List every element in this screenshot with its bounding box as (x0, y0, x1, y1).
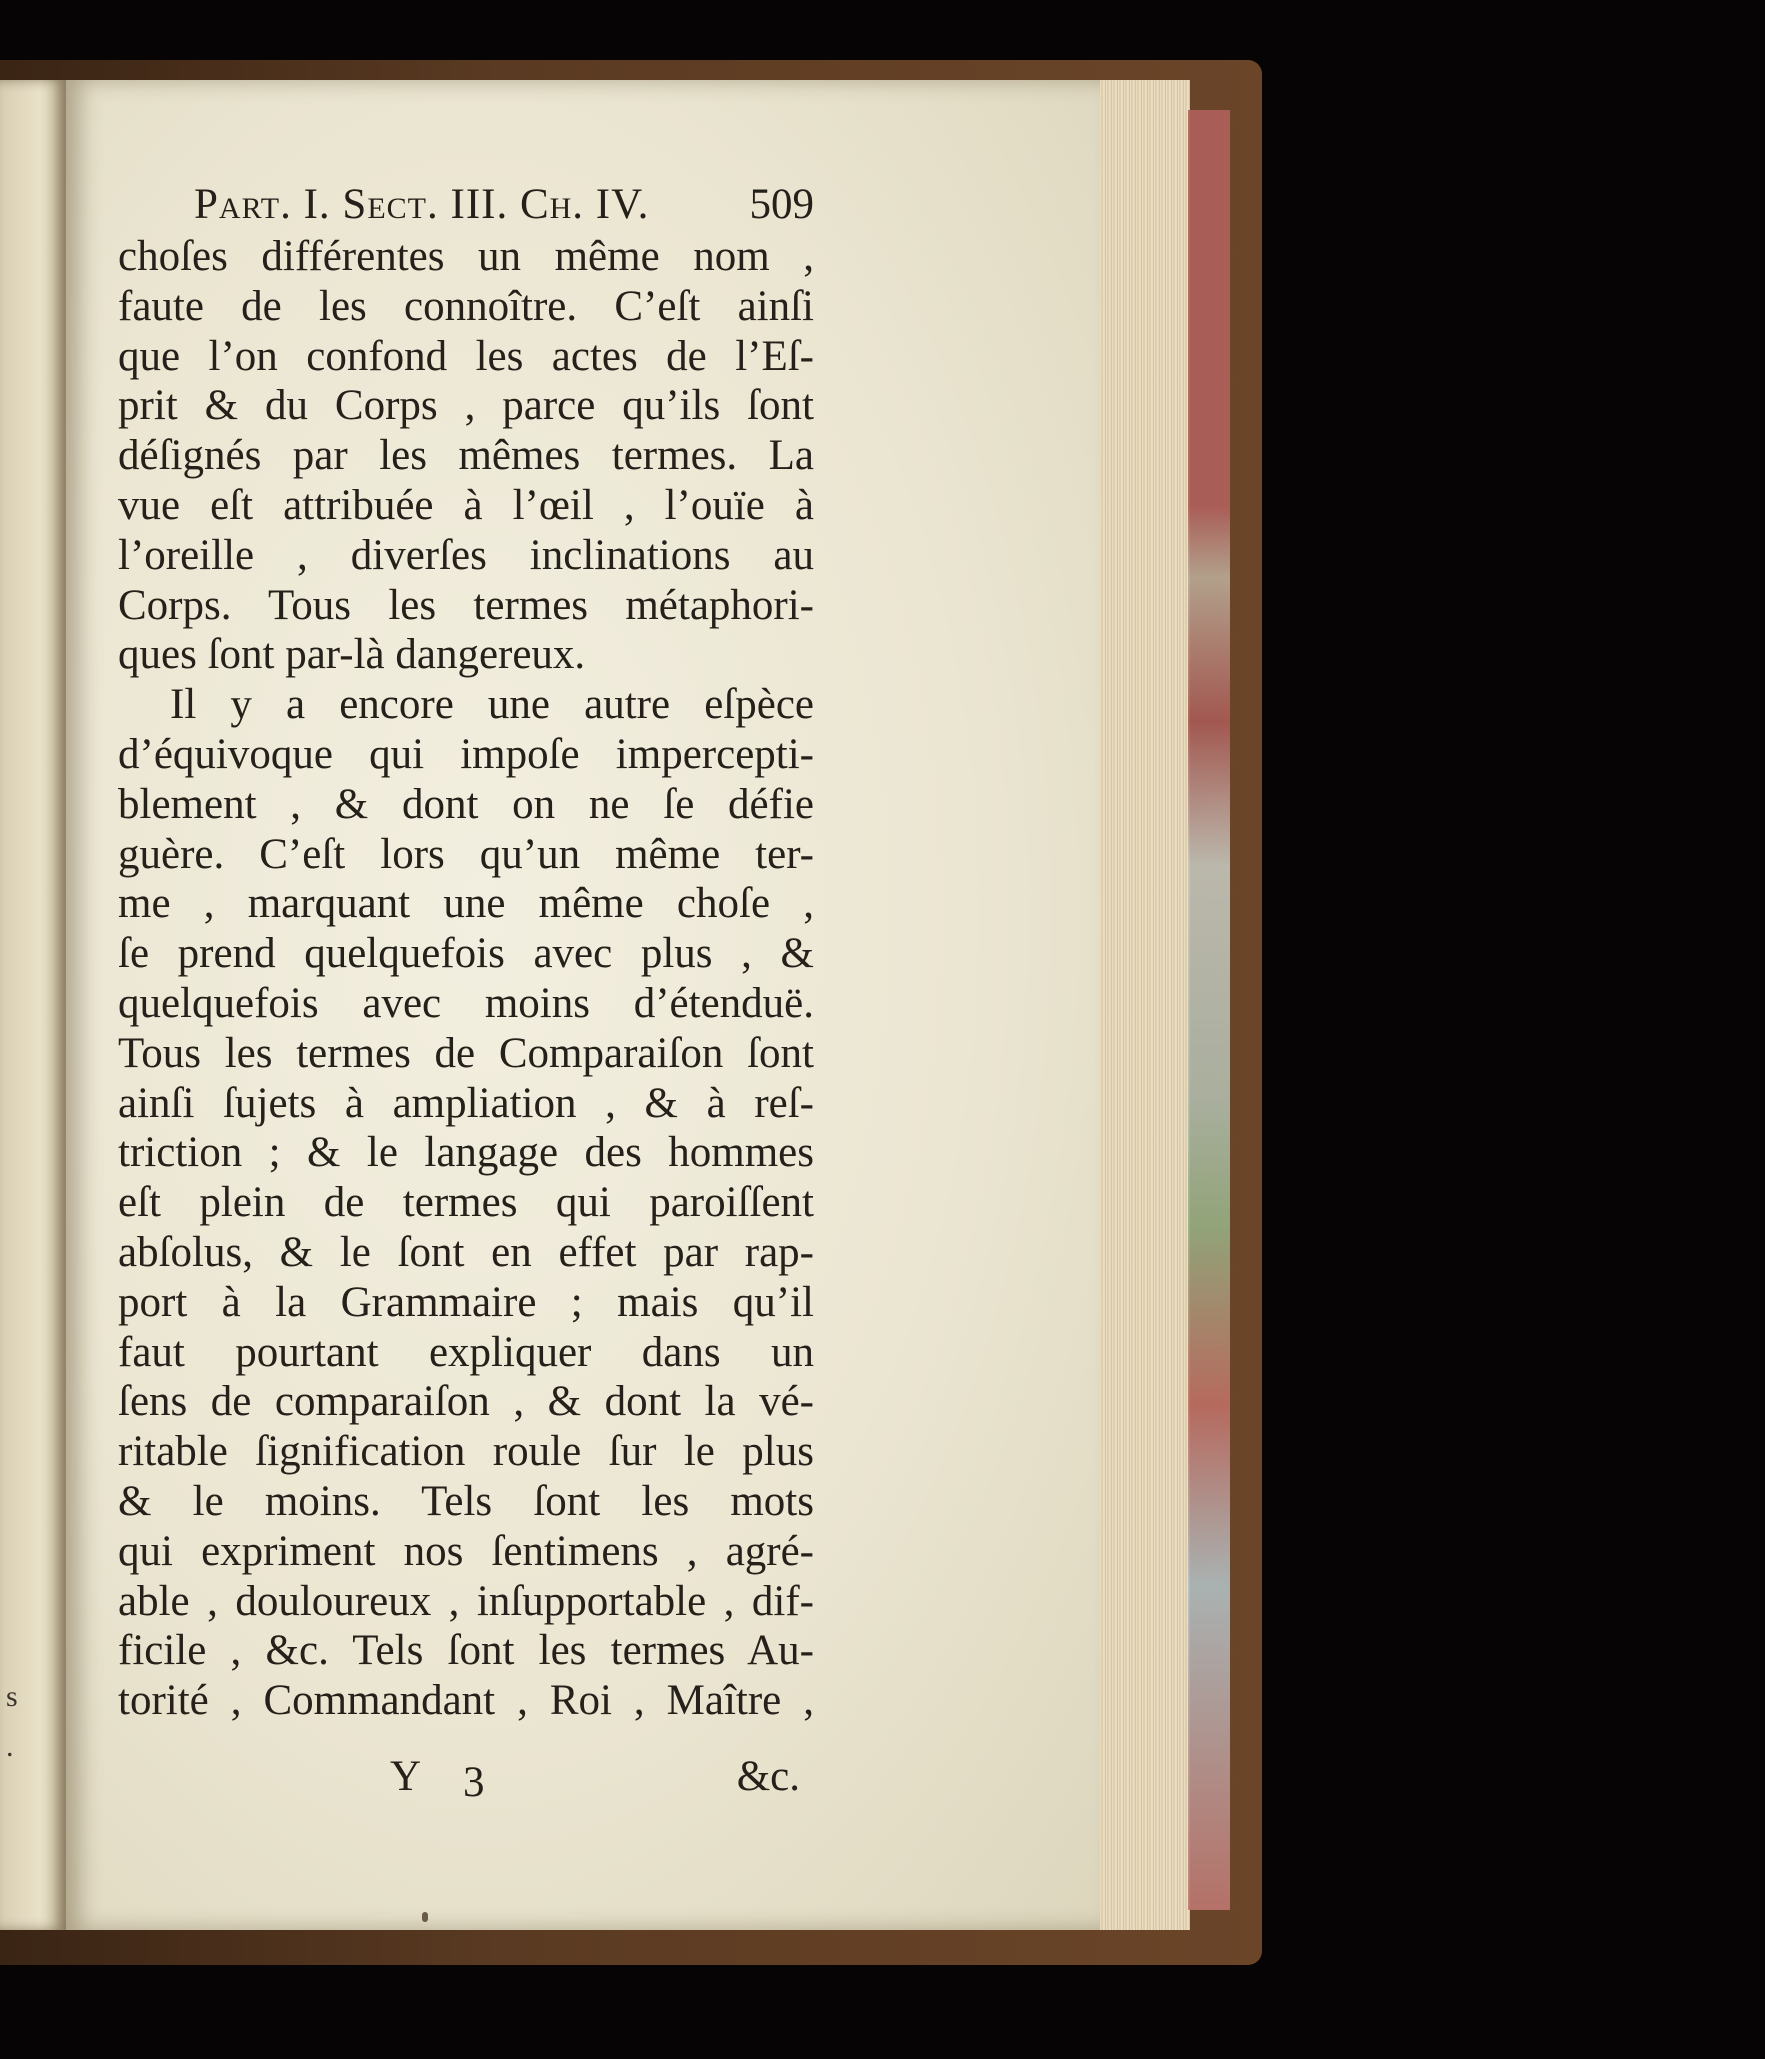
text-line: choſes différentes un même nom , (118, 233, 814, 280)
text-line: d’équivoque qui impoſe impercepti- (118, 730, 814, 778)
text-line: guère. C’eſt lors qu’un même ter- (118, 830, 814, 878)
text-line: quelquefois avec moins d’étenduë. (118, 979, 814, 1027)
marbled-edge (1188, 110, 1230, 1910)
text-line: ſens de comparaiſon , & dont la vé- (118, 1378, 814, 1426)
text-line: Il y a encore une autre eſpèce (170, 681, 814, 729)
page-edges (1100, 80, 1190, 1930)
text-line: Corps. Tous les termes métaphori- (118, 581, 814, 629)
text-line: déſignés par les mêmes termes. La (118, 432, 814, 480)
running-head-title: Part. I. Sect. III. Ch. IV. (194, 181, 650, 228)
text-line: blement , & dont on ne ſe défie (118, 780, 814, 828)
signature-mark: Y (390, 1753, 422, 1800)
paper-speck (422, 1912, 428, 1922)
text-line: Tous les termes de Comparaiſon ſont (118, 1029, 814, 1077)
page-number: 509 (749, 181, 814, 228)
text-line: qui expriment nos ſentimens , agré- (118, 1527, 814, 1575)
left-page-fragment: s (6, 1680, 18, 1713)
text-line: eſt plein de termes qui paroiſſent (118, 1179, 814, 1227)
text-line: torité , Commandant , Roi , Maître , (118, 1677, 814, 1725)
text-line: faut pourtant expliquer dans un (118, 1328, 814, 1376)
catchword: &c. (736, 1753, 800, 1800)
text-line: faute de les connoître. C’eſt ainſi (118, 282, 814, 330)
left-page-fragment: . (6, 1730, 14, 1763)
text-line: vue eſt attribuée à l’œil , l’ouïe à (118, 481, 814, 529)
page-footer (118, 1752, 814, 1812)
page-text (118, 180, 814, 1726)
signature-number: 3 (463, 1759, 485, 1806)
text-line: & le moins. Tels ſont les mots (118, 1477, 814, 1525)
text-line: l’oreille , diverſes inclinations au (118, 531, 814, 579)
running-head (118, 180, 814, 232)
text-line: able , douloureux , inſupportable , dif- (118, 1577, 814, 1625)
text-line: me , marquant une même choſe , (118, 880, 814, 928)
left-page-edge (0, 80, 66, 1930)
text-line: ficile , &c. Tels ſont les termes Au- (118, 1627, 814, 1675)
text-line: ainſi ſujets à ampliation , & à reſ- (118, 1079, 814, 1127)
text-line: prit & du Corps , parce qu’ils ſont (118, 382, 814, 430)
text-line: que l’on confond les actes de l’Eſ- (118, 332, 814, 380)
text-line: ques ſont par-là dangereux. (118, 631, 586, 679)
text-line: ſe prend quelquefois avec plus , & (118, 930, 814, 978)
text-line: port à la Grammaire ; mais qu’il (118, 1278, 814, 1326)
text-line: ritable ſignification roule ſur le plus (118, 1428, 814, 1476)
text-line: triction ; & le langage des hommes (118, 1129, 814, 1177)
text-line: abſolus, & le ſont en effet par rap- (118, 1228, 814, 1276)
